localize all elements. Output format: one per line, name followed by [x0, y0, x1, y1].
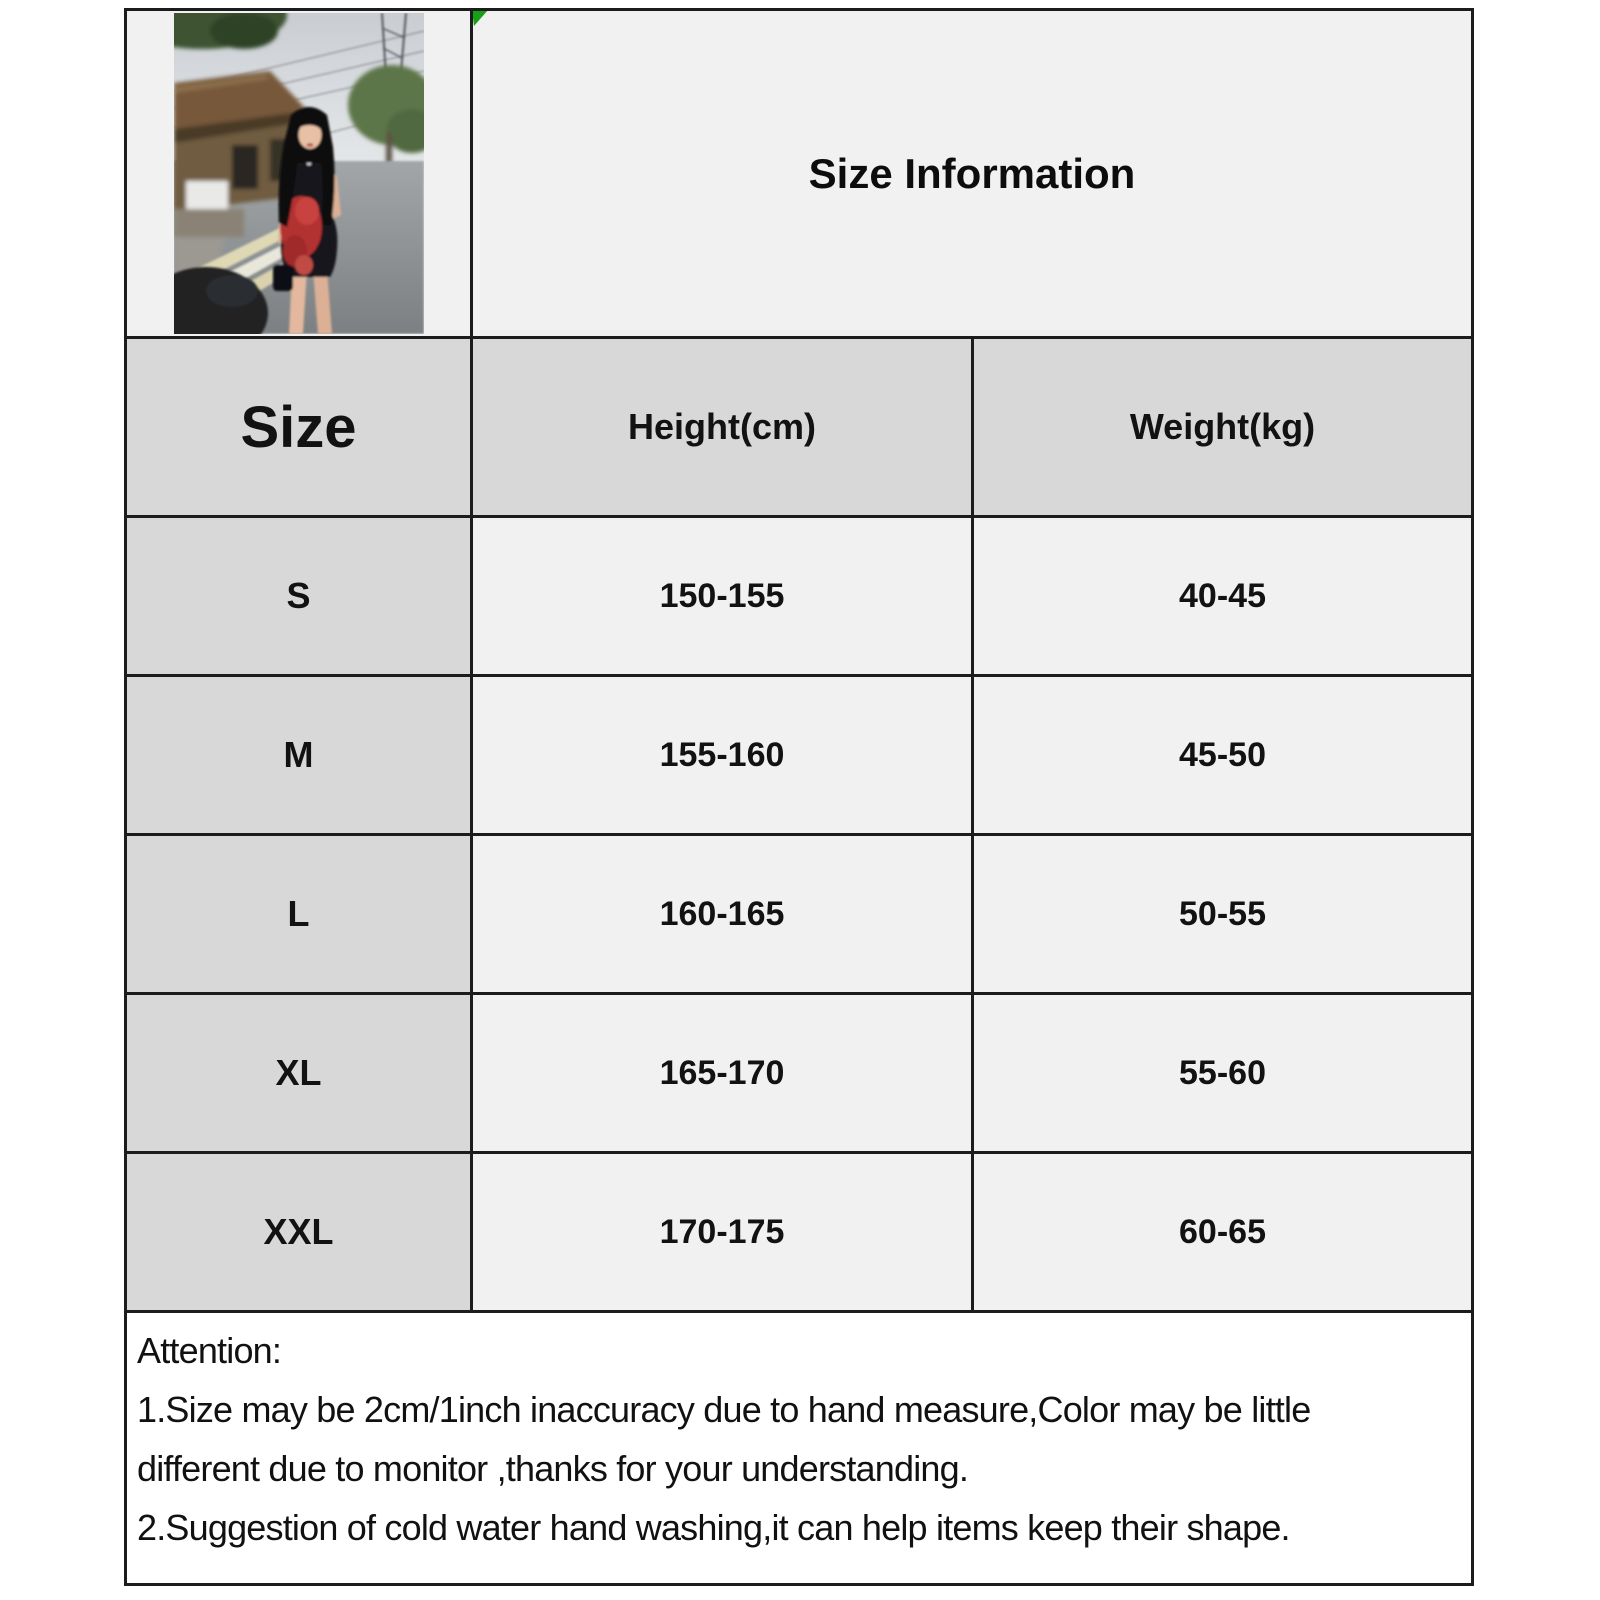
page-title: Size Information	[808, 149, 1136, 197]
table-row-s-weight: 40-45	[974, 518, 1471, 674]
table-row-xl-size: XL	[127, 995, 470, 1151]
attention-notes	[127, 1313, 1471, 1583]
product-photo	[174, 13, 424, 334]
size-information-sheet	[124, 8, 1474, 1586]
table-row-m-height: 155-160	[473, 677, 971, 833]
table-row-s-size: S	[127, 518, 470, 674]
title-cell	[473, 11, 1471, 336]
table-row-l-weight: 50-55	[974, 836, 1471, 992]
green-corner-marker-icon	[473, 11, 489, 27]
attention-note1-line2: different due to monitor ,thanks for your understanding.	[137, 1448, 969, 1489]
table-row-xxl-size: XXL	[127, 1154, 470, 1310]
column-header-size: Size	[127, 339, 470, 515]
table-row-xl-height: 165-170	[473, 995, 971, 1151]
table-row-m-size: M	[127, 677, 470, 833]
product-photo-cell	[127, 11, 470, 336]
table-row-l-size: L	[127, 836, 470, 992]
attention-note1-line1: 1.Size may be 2cm/1inch inaccuracy due to hand measure,Color may be little	[137, 1389, 1311, 1430]
table-row-l-height: 160-165	[473, 836, 971, 992]
column-header-height: Height(cm)	[473, 339, 971, 515]
table-row-xxl-weight: 60-65	[974, 1154, 1471, 1310]
table-row-s-height: 150-155	[473, 518, 971, 674]
attention-heading: Attention:	[137, 1330, 282, 1371]
column-header-weight: Weight(kg)	[974, 339, 1471, 515]
attention-note2: 2.Suggestion of cold water hand washing,it can help items keep their shape.	[137, 1507, 1290, 1548]
table-row-m-weight: 45-50	[974, 677, 1471, 833]
table-row-xl-weight: 55-60	[974, 995, 1471, 1151]
table-row-xxl-height: 170-175	[473, 1154, 971, 1310]
